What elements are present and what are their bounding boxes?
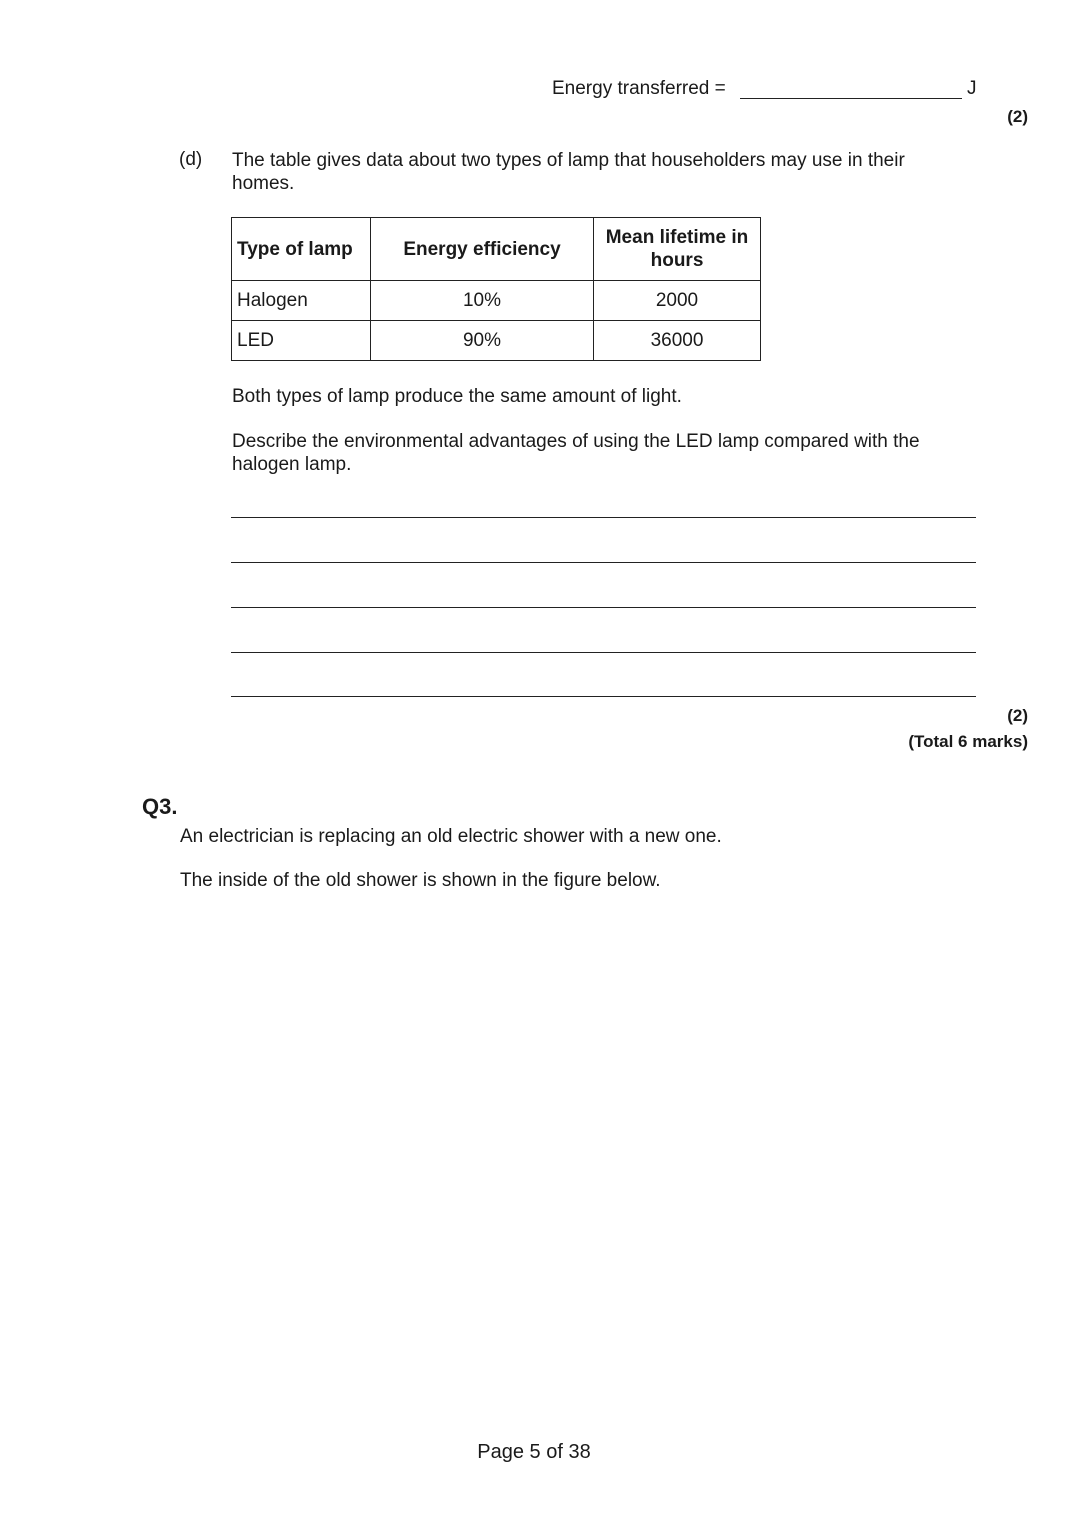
- question-number: Q3.: [142, 794, 178, 819]
- table-row: [232, 281, 761, 321]
- cell-lamp-type: Halogen: [232, 281, 371, 321]
- answer-line[interactable]: [231, 517, 976, 518]
- cell-efficiency: 90%: [371, 321, 594, 361]
- header-mean-lifetime: Mean lifetime in hours: [594, 218, 761, 281]
- table-header-row: [232, 218, 761, 281]
- part-d-label: (d): [179, 149, 203, 170]
- question-describe: Describe the environmental advantages of using the LED lamp compared with the halogen lamp.: [232, 431, 920, 475]
- marks-indicator: (2): [1007, 706, 1028, 725]
- header-type-of-lamp: Type of lamp: [232, 218, 371, 281]
- table-row: [232, 321, 761, 361]
- marks-indicator: (2): [1007, 107, 1028, 126]
- answer-line[interactable]: [231, 562, 976, 563]
- statement-same-light: Both types of lamp produce the same amount of light.: [232, 386, 682, 407]
- q3-figure-text: The inside of the old shower is shown in the figure below.: [180, 870, 661, 891]
- part-d-intro: The table gives data about two types of lamp that householders may use in their homes.: [232, 150, 905, 194]
- cell-efficiency: 10%: [371, 281, 594, 321]
- answer-line[interactable]: [231, 652, 976, 653]
- lamp-data-table: [231, 217, 761, 361]
- cell-lifetime: 36000: [594, 321, 761, 361]
- q3-intro-text: An electrician is replacing an old electric shower with a new one.: [180, 826, 722, 847]
- answer-line[interactable]: [231, 696, 976, 697]
- header-energy-efficiency: Energy efficiency: [371, 218, 594, 281]
- energy-answer-line[interactable]: [740, 98, 962, 99]
- energy-unit: J: [967, 78, 977, 99]
- energy-transferred-label: Energy transferred =: [552, 78, 726, 99]
- page-number: Page 5 of 38: [477, 1441, 591, 1463]
- cell-lamp-type: LED: [232, 321, 371, 361]
- cell-lifetime: 2000: [594, 281, 761, 321]
- answer-line[interactable]: [231, 607, 976, 608]
- total-marks: (Total 6 marks): [908, 732, 1028, 751]
